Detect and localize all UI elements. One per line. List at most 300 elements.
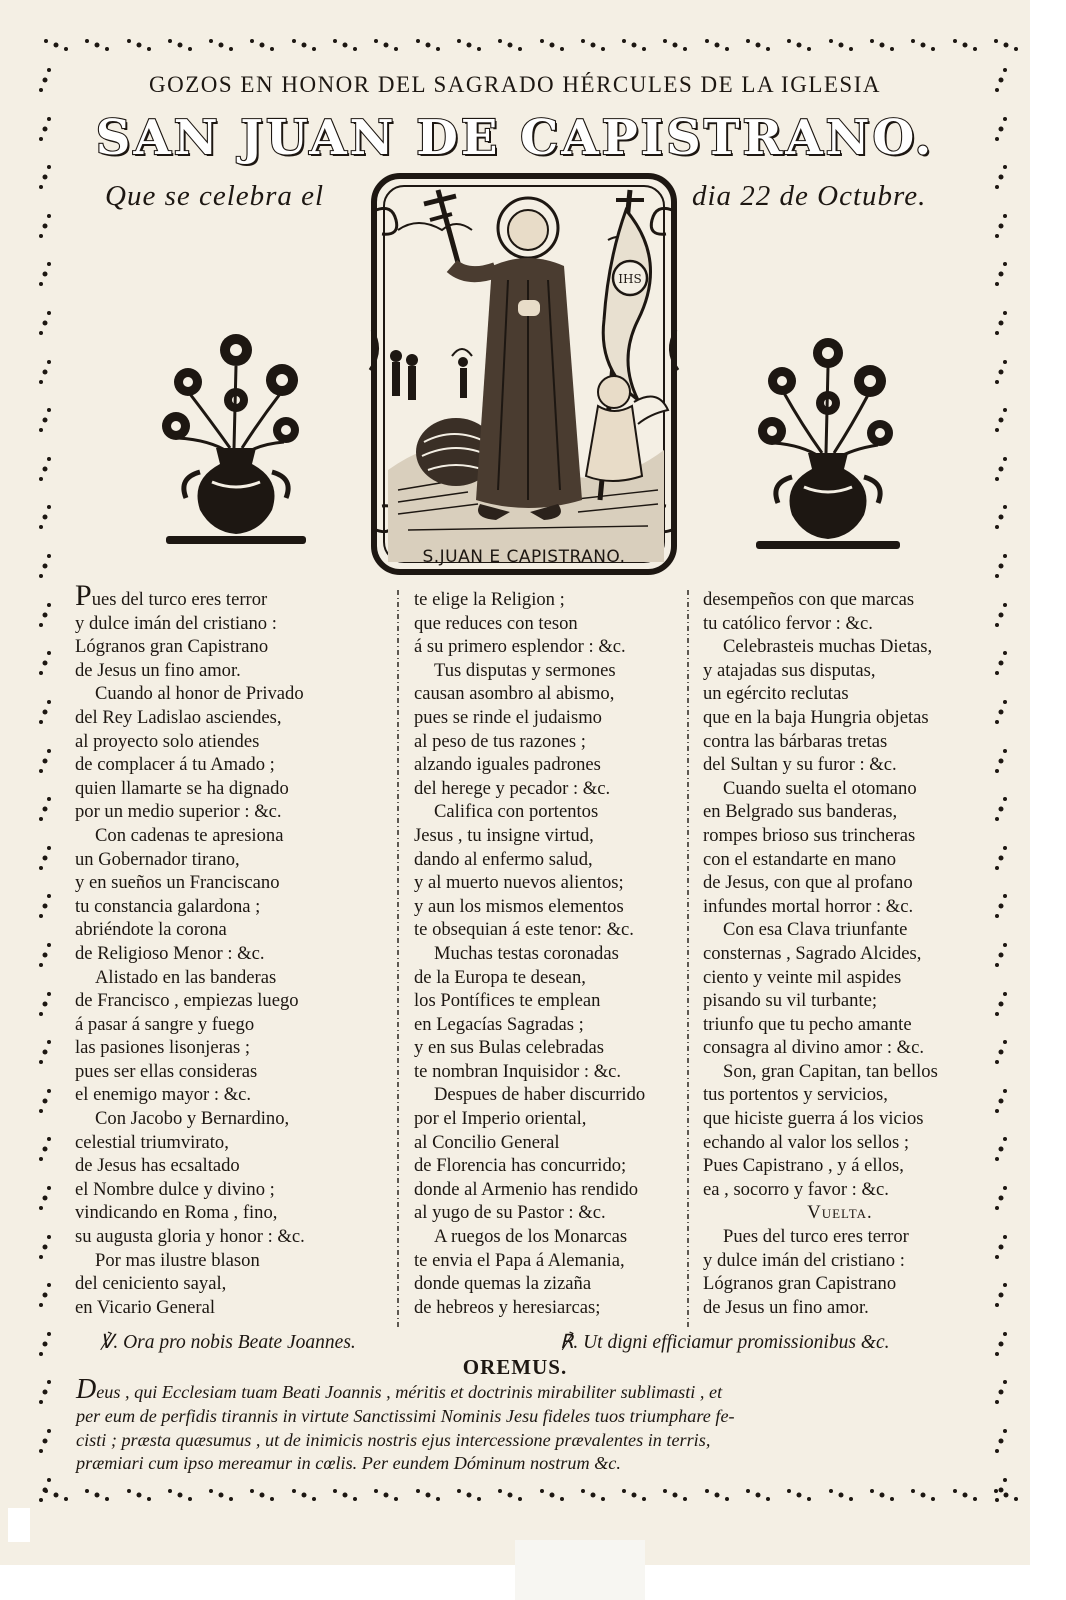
border-ornament [36,984,54,1024]
verse-line [75,800,383,824]
verse-line [414,730,686,754]
verse-line [75,706,383,730]
verse-line-text: de complacer á tu Amado ; [75,754,275,776]
verse-line-text: Muchas testas coronadas [434,942,619,964]
verse-line-text: ea , socorro y favor : &c. [703,1178,889,1200]
verse-line [703,989,977,1013]
verse-line-text: Jesus , tu insigne virtud, [414,824,594,846]
border-ornament [325,36,365,54]
verse-line-text: del Sultan y su furor : &c. [703,754,897,776]
verse-line [703,848,977,872]
border-ornament [532,1486,572,1504]
verse-line [414,1131,686,1155]
verse-line [703,824,977,848]
verse-line-text: al peso de tus razones ; [414,730,586,752]
verse-line [414,682,686,706]
prayer-drop-cap: D [76,1374,97,1405]
verse-line-text: por el Imperio oriental, [414,1108,587,1130]
border-ornament [573,36,613,54]
border-ornament [366,36,406,54]
verse-line-text: de hebreos y heresiarcas; [414,1296,601,1318]
verse-line-text: Alistado en las banderas [95,966,277,988]
verse-line [414,1249,686,1273]
border-ornament [242,1486,282,1504]
verse-line-text: triunfo que tu pecho amante [703,1013,912,1035]
verse-line [75,1249,383,1273]
border-ornament [36,595,54,635]
border-ornament [992,206,1010,246]
border-ornament [449,36,489,54]
verse-line-text: Son, gran Capitan, tan bellos [723,1060,938,1082]
illustration-caption: S.JUAN E CAPISTRANO. [422,547,626,567]
verse-line [414,871,686,895]
verse-line [703,612,977,636]
verse-line-text: Celebrasteis muchas Dietas, [723,636,933,658]
border-ornament [992,984,1010,1024]
border-ornament [992,1421,1010,1461]
verse-line-text: consternas , Sagrado Alcides, [703,942,922,964]
verse-line-text: consagra al divino amor : &c. [703,1037,924,1059]
verse-line [703,659,977,683]
border-ornament [614,36,654,54]
verse-line-text: infundes mortal horror : &c. [703,895,914,917]
border-ornament [903,1486,943,1504]
verse-line [703,1060,977,1084]
verse-line-text: Con esa Clava triunfante [723,919,908,941]
verse-line [75,579,383,612]
title-line-3-left: Que se celebra el [105,180,325,212]
border-ornament [36,352,54,392]
border-ornament [201,36,241,54]
border-ornament [408,36,448,54]
verse-line [414,918,686,942]
flower-vase-left [160,330,312,550]
border-ornament [36,1275,54,1315]
border-ornament [655,36,695,54]
border-ornament [992,1178,1010,1218]
verse-line-text: Pues Capistrano , y á ellos, [703,1155,904,1177]
verse-line [414,777,686,801]
verse-line [414,588,686,612]
verse-line [703,871,977,895]
border-ornament [284,36,324,54]
verse-line-text: celestial triumvirato, [75,1131,229,1153]
verse-line-text: te elige la Religion ; [414,589,565,610]
border-ornament [36,1470,54,1510]
verse-line [414,1272,686,1296]
verse-line-text: á pasar á sangre y fuego [75,1013,255,1035]
verse-line [414,848,686,872]
verse-column-1 [75,579,383,1319]
verse-line [75,730,383,754]
verse-line-text: y al muerto nuevos alientos; [414,872,624,894]
border-ornament [992,449,1010,489]
oremus-heading: OREMUS. [462,1355,568,1379]
verse-line-text: de Jesus has ecsaltado [75,1155,240,1177]
border-ornament [862,1486,902,1504]
verse-line [703,1083,977,1107]
verse-line-text: las pasiones lisonjeras ; [75,1037,251,1059]
border-ornament [160,1486,200,1504]
prayer-line: præmiari cum ipso mereamur in cœlis. Per eundem Dóminum nostrum &c. [76,1453,621,1474]
versicle: ℣. Ora pro nobis Beate Joannes. [100,1332,356,1353]
border-ornament [36,546,54,586]
border-ornament [992,254,1010,294]
border-ornament [490,1486,530,1504]
border-ornament [119,1486,159,1504]
verse-line-text: Con Jacobo y Bernardino, [95,1108,290,1130]
prayer-line: cisti ; præsta quæsumus , ut de inimicis nostris ejus intercessione prævalentes in terris, [76,1429,711,1450]
verse-line-text: de Florencia has concurrido; [414,1155,627,1177]
verse-line [703,1296,977,1320]
verse-line-text: de la Europa te desean, [414,966,586,988]
verse-line [75,659,383,683]
verse-line [414,942,686,966]
verse-line-text: abriéndote la corona [75,919,227,941]
verse-line-text: en Legacías Sagradas ; [414,1013,584,1035]
verse-line [703,1131,977,1155]
border-ornament [992,886,1010,926]
border-ornament [992,546,1010,586]
verse-line [414,1296,686,1320]
verse-line [75,1107,383,1131]
verse-line [75,1083,383,1107]
verse-line [75,753,383,777]
border-ornament [655,1486,695,1504]
border-ornament [36,741,54,781]
verse-line-text: Cuando suelta el otomano [723,777,917,799]
column-separator-2 [681,590,695,1330]
border-ornament [119,36,159,54]
flower-vase-right [752,335,904,555]
border-ornament [697,36,737,54]
border-ornament [77,36,117,54]
verse-line-text: pues se rinde el judaismo [414,706,602,728]
verse-line [414,612,686,636]
verse-line [414,989,686,1013]
verse-line-text: Califica con portentos [434,801,599,823]
border-ornament [992,595,1010,635]
verse-column-3 [703,588,977,1319]
verse-line-text: que hiciste guerra á los vicios [703,1108,924,1130]
border-ornament [779,1486,819,1504]
border-ornament [992,352,1010,392]
verse-line-text: Despues de haber discurrido [434,1084,646,1106]
border-ornament [36,1032,54,1072]
verse-line [75,1060,383,1084]
border-ornament [242,36,282,54]
verse-line [75,1154,383,1178]
border-ornament [201,1486,241,1504]
title-line-3-right: dia 22 de Octubre. [692,180,927,212]
border-ornament [36,1129,54,1169]
border-ornament [36,254,54,294]
border-ornament [614,1486,654,1504]
border-ornament [573,1486,613,1504]
border-ornament [36,400,54,440]
border-ornament [36,449,54,489]
verse-line-text: Vuelta. [807,1202,873,1224]
verse-line-text: Lógranos gran Capistrano [703,1273,897,1295]
verse-line [703,706,977,730]
border-ornament [36,935,54,975]
verse-line-text: al proyecto solo atiendes [75,730,260,752]
verse-line-text: contra las bárbaras tretas [703,730,888,752]
border-left [34,60,56,1510]
verse-line-text: quien llamarte se ha dignado [75,777,289,799]
border-ornament [992,643,1010,683]
verse-line-text: de Religioso Menor : &c. [75,942,265,964]
column-separator-1 [391,590,405,1330]
border-ornament [325,1486,365,1504]
border-ornament [738,1486,778,1504]
verse-line-text: tus portentos y servicios, [703,1084,888,1106]
verse-line-text: vindicando en Roma , fino, [75,1202,278,1224]
verse-line-text: A ruegos de los Monarcas [434,1226,628,1248]
verse-line-text: Lógranos gran Capistrano [75,636,269,658]
verse-line [703,635,977,659]
verse-line [75,918,383,942]
verse-line-text: y en sueños un Franciscano [75,872,280,894]
verse-line-text: el enemigo mayor : &c. [75,1084,252,1106]
verse-line-text: de Jesus un fino amor. [75,659,241,681]
verse-line-text: el Nombre dulce y divino ; [75,1178,275,1200]
verse-line [75,942,383,966]
verse-line-text: alzando iguales padrones [414,754,601,776]
border-ornament [36,497,54,537]
verse-line [75,1131,383,1155]
verse-line-text: desempeños con que marcas [703,589,915,610]
border-bottom [36,1484,1026,1506]
verse-line [703,1178,977,1202]
verse-line [703,1107,977,1131]
verse-line-text: que reduces con teson [414,612,578,634]
verse-line [75,1036,383,1060]
verse-line-text: y en sus Bulas celebradas [414,1037,605,1059]
border-ornament [36,643,54,683]
verse-line [414,966,686,990]
border-ornament [992,1227,1010,1267]
verse-line [414,800,686,824]
border-ornament [36,692,54,732]
verse-line-text: echando al valor los sellos ; [703,1131,910,1153]
border-ornament [738,36,778,54]
verse-line [414,659,686,683]
verse-line [75,824,383,848]
verse-line-text: y dulce imán del cristiano : [703,1249,905,1271]
border-ornament [36,206,54,246]
border-ornament [992,935,1010,975]
border-ornament [36,36,76,54]
verse-line-text: te obsequian á este tenor: &c. [414,919,634,941]
verse-line [414,1036,686,1060]
border-ornament [490,36,530,54]
verse-line [703,1225,977,1249]
verse-line-text: tu católico fervor : &c. [703,612,873,634]
verse-line-text: Pues del turco eres terror [723,1226,909,1248]
verse-line [75,1296,383,1320]
verse-line-text: al yugo de su Pastor : &c. [414,1202,606,1224]
verse-line [414,1178,686,1202]
border-ornament [36,838,54,878]
verse-line-text: Tus disputas y sermones [434,659,616,681]
verse-line-text: y atajadas sus disputas, [703,659,876,681]
verse-line-text: causan asombro al abismo, [414,683,615,705]
border-ornament [821,36,861,54]
verse-line-text: Por mas ilustre blason [95,1249,260,1271]
verse-line [414,706,686,730]
border-ornament [366,1486,406,1504]
border-ornament [36,886,54,926]
prayer-line [76,1374,974,1405]
verse-line-text: del Rey Ladislao asciendes, [75,706,282,728]
verse-line [75,635,383,659]
verse-line [414,1201,686,1225]
verse-line-text: al Concilio General [414,1131,560,1153]
border-ornament [992,1275,1010,1315]
verse-line [75,989,383,1013]
verse-line-text: á su primero esplendor : &c. [414,636,626,658]
verse-line-text: pues ser ellas consideras [75,1060,258,1082]
verse-line-text: del ceniciento sayal, [75,1273,227,1295]
verse-line [75,1013,383,1037]
verse-line [75,612,383,636]
verse-line [703,1272,977,1296]
border-ornament [160,36,200,54]
border-ornament [992,1129,1010,1169]
border-ornament [992,1470,1010,1510]
verse-line-text: con el estandarte en mano [703,848,897,870]
border-ornament [532,36,572,54]
verse-line-text: y aun los mismos elementos [414,895,624,917]
verse-line-text: de Francisco , empiezas luego [75,990,299,1012]
verse-line [703,730,977,754]
border-ornament [862,36,902,54]
verse-line-text: te envia el Papa á Alemania, [414,1249,625,1271]
border-ornament [992,497,1010,537]
verse-line-text: un Gobernador tirano, [75,848,240,870]
border-ornament [992,838,1010,878]
border-ornament [36,789,54,829]
verse-line-text: en Vicario General [75,1296,215,1318]
border-ornament [408,1486,448,1504]
verse-line [703,918,977,942]
border-ornament [449,1486,489,1504]
verse-line [703,1201,977,1225]
border-ornament [36,303,54,343]
verse-line [414,1083,686,1107]
border-ornament [697,1486,737,1504]
verse-line-text: por un medio superior : &c. [75,801,282,823]
verse-line [703,1249,977,1273]
border-ornament [992,789,1010,829]
border-ornament [77,1486,117,1504]
oremus-prayer [76,1374,974,1476]
title-line-1: GOZOS EN HONOR DEL SAGRADO HÉRCULES DE LA IGLESIA [149,72,881,97]
prayer-line-text: eus , qui Ecclesiam tuam Beati Joannis , méritis et doctrinis mirabiliter sublimasti , et [96,1382,723,1402]
verse-line [703,966,977,990]
verse-line [703,682,977,706]
border-ornament [36,1227,54,1267]
verse-line [414,1107,686,1131]
verse-line-text: donde al Armenio has rendido [414,1178,639,1200]
verse-drop-cap: P [75,579,92,612]
saint-woodcut-illustration [368,170,680,578]
border-ornament [284,1486,324,1504]
verse-line [414,824,686,848]
paper-chip [8,1508,30,1542]
verse-line-text: ues del turco eres terror [91,589,268,610]
verse-line-text: los Pontífices te emplean [414,990,601,1012]
verse-line-text: dando al enfermo salud, [414,848,593,870]
verse-line-text: de Jesus un fino amor. [703,1296,869,1318]
border-ornament [992,1032,1010,1072]
border-ornament [992,741,1010,781]
verse-line [75,871,383,895]
border-ornament [992,303,1010,343]
border-ornament [992,400,1010,440]
verse-line [414,753,686,777]
verse-line-text: pisando su vil turbante; [703,990,878,1012]
verse-line [703,1013,977,1037]
title-saint-name: SAN JUAN DE CAPISTRANO. [95,110,935,166]
ihs-medallion-text: IHS [618,272,642,286]
verse-line-text: su augusta gloria y honor : &c. [75,1226,305,1248]
verse-line-text: y dulce imán del cristiano : [75,612,277,634]
verse-line-text: tu constancia galardona ; [75,895,261,917]
verse-line [414,635,686,659]
verse-line [703,777,977,801]
border-ornament [36,1421,54,1461]
verse-line [703,942,977,966]
border-ornament [945,1486,985,1504]
border-top [36,34,1026,56]
paper-strip [515,1540,645,1600]
verse-line [75,682,383,706]
verse-line-text: un egército reclutas [703,683,849,705]
verse-line-text: que en la baja Hungria objetas [703,706,929,728]
verse-column-2 [414,588,686,1319]
verse-line [75,1178,383,1202]
verse-line-text: Con cadenas te apresiona [95,824,284,846]
verse-line-text: en Belgrado sus banderas, [703,801,898,823]
verse-line [703,895,977,919]
verse-line-text: donde quemas la zizaña [414,1273,592,1295]
verse-line-text: rompes brioso sus trincheras [703,824,916,846]
verse-line [414,1060,686,1084]
verse-line [75,1225,383,1249]
verse-line [75,848,383,872]
verse-line [703,1154,977,1178]
verse-line [703,753,977,777]
border-ornament [986,36,1026,54]
verse-line [703,588,977,612]
response: ℟. Ut digni efficiamur promissionibus &c. [560,1332,890,1353]
verse-line [703,800,977,824]
border-ornament [36,1178,54,1218]
border-right [990,60,1012,1510]
verse-line [75,895,383,919]
verse-line [703,1036,977,1060]
verse-line [75,1201,383,1225]
border-ornament [945,36,985,54]
verse-line [414,1013,686,1037]
verse-line [414,895,686,919]
verse-line-text: del herege y pecador : &c. [414,777,611,799]
verse-line [75,1272,383,1296]
verse-line [75,966,383,990]
verse-line [414,1225,686,1249]
